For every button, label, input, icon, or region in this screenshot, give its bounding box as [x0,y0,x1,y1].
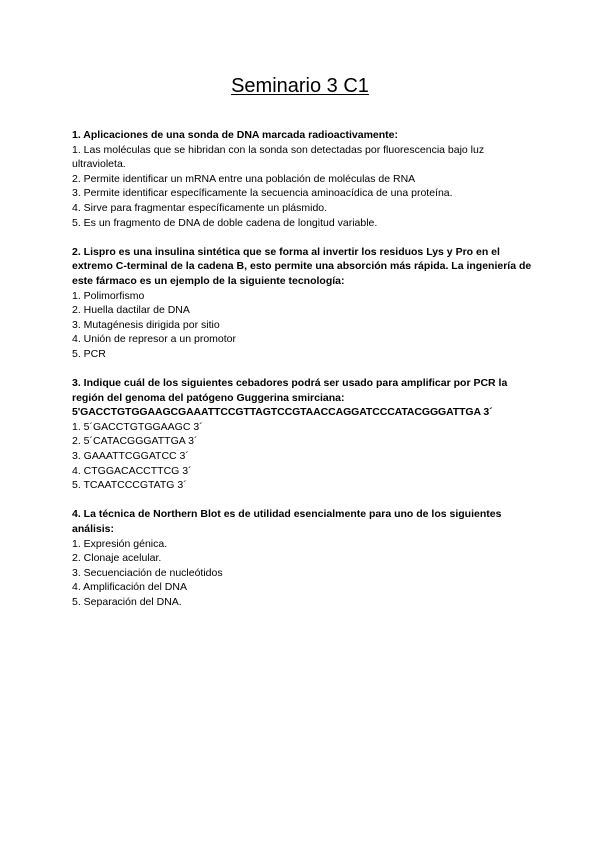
question-1-option-4: 4. Sirve para fragmentar específicamente un plásmido. [72,201,328,214]
question-1 [72,128,532,230]
question-3 [72,376,532,493]
question-2-option-5: 5. PCR [72,347,106,360]
questions-list [72,128,532,624]
question-1-text: 1. Aplicaciones de una sonda de DNA marcada radioactivamente: [72,129,398,141]
question-3-option-4: 4. CTGGACACCTTCG 3´ [72,464,192,477]
question-2-option-1: 1. Polimorfismo [72,289,145,302]
question-1-option-1: 1. Las moléculas que se hibridan con la sonda son detectadas por fluorescencia bajo luz ultravioleta. [72,143,485,171]
question-2-text: 2. Lispro es una insulina sintética que se forma al invertir los residuos Lys y Pro en el extremo C-terminal de la cadena B, esto permite una absorción más rápida. La ingeniería de este fármaco es un ejemplo de la siguiente tecnología: [72,245,532,287]
question-4-option-3: 3. Secuenciación de nucleótidos [72,566,223,579]
page-title: Seminario 3 C1 [231,75,369,97]
question-3-option-2: 2. 5´CATACGGGATTGA 3´ [72,435,198,448]
question-3-option-3: 3. GAAATTCGGATCC 3´ [72,450,189,463]
question-2 [72,245,532,362]
question-4-option-2: 2. Clonaje acelular. [72,552,162,565]
question-4-option-1: 1. Expresión génica. [72,537,168,550]
question-2-option-4: 4. Unión de represor a un promotor [72,333,237,346]
question-2-option-2: 2. Huella dactilar de DNA [72,304,190,317]
question-1-option-3: 3. Permite identificar específicamente la secuencia aminoacídica de una proteína. [72,187,453,200]
question-4-option-5: 5. Separación del DNA. [72,596,182,608]
question-3-text: 3. Indique cuál de los siguientes cebadores podrá ser usado para amplificar por PCR la región del genoma del patógeno Guggerina smirciana: [72,377,508,404]
question-1-option-5: 5. Es un fragmento de DNA de doble cadena de longitud variable. [72,216,378,229]
question-1-option-2: 2. Permite identificar un mRNA entre una población de moléculas de RNA [72,172,416,185]
question-4-option-4: 4. Amplificación del DNA [72,581,187,594]
question-2-option-3: 3. Mutagénesis dirigida por sitio [72,318,220,331]
question-3-option-1: 1. 5´GACCTGTGGAAGC 3´ [72,420,203,433]
question-4-text: 4. La técnica de Northern Blot es de utilidad esencialmente para uno de los siguientes análisis: [72,508,502,536]
question-3-option-5: 5. TCAATCCCGTATG 3´ [72,479,187,492]
question-4 [72,507,532,609]
question-3-sequence: 5'GACCTGTGGAAGCGAAATTCCGTTAGTCCGTAACCAGGATCCCATACGGGATTGA 3´ [72,406,493,419]
